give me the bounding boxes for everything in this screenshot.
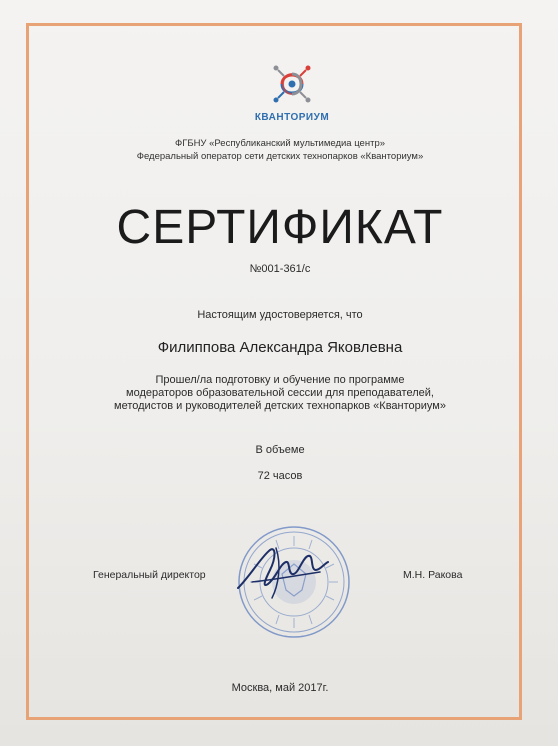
place-and-date: Москва, май 2017г.: [231, 682, 329, 694]
certificate-number: №001-361/с: [249, 263, 311, 275]
certificate-title: СЕРТИФИКАТ: [116, 201, 444, 254]
director-signature: [232, 536, 332, 606]
hours-value: 72 часов: [257, 470, 303, 482]
description-line: Прошел/ла подготовку и обучение по программе: [155, 374, 405, 386]
recipient-name: Филиппова Александра Яковлевна: [157, 339, 403, 356]
kvantorium-logo-icon: [268, 60, 316, 108]
issuer-line-1: ФГБНУ «Республиканский мультимедиа центр»: [174, 138, 386, 149]
brand-name: КВАНТОРИУМ: [254, 112, 330, 123]
signatory-position: Генеральный директор: [93, 569, 206, 581]
description-line: модераторов образовательной сессии для преподавателей,: [126, 387, 434, 399]
issuer-line-2: Федеральный оператор сети детских технопарков «Кванториум»: [136, 151, 424, 162]
description-line: методистов и руководителей детских технопарков «Кванториум»: [114, 400, 446, 412]
certify-text: Настоящим удостоверяется, что: [197, 309, 363, 321]
signatory-name: М.Н. Ракова: [403, 569, 463, 581]
program-description: [90, 374, 470, 413]
volume-label: В объеме: [255, 444, 305, 456]
